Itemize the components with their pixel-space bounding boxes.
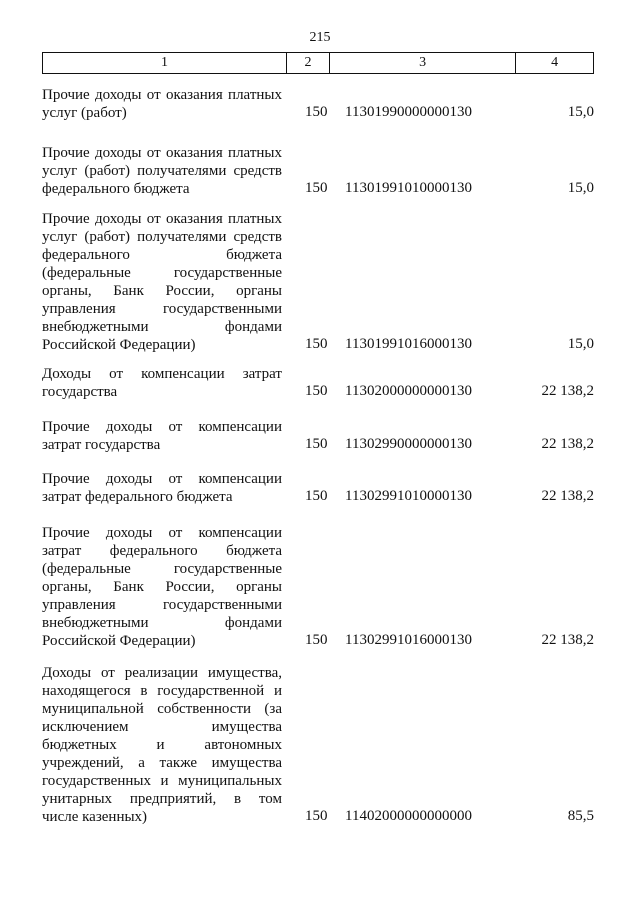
row-amount: 22 138,2 [541, 632, 594, 648]
row-admin-code: 150 [305, 632, 328, 648]
header-col-4: 4 [551, 55, 559, 70]
table-row [42, 86, 594, 122]
table-row [42, 365, 594, 401]
table-header [42, 52, 594, 74]
row-amount: 15,0 [567, 180, 594, 196]
row-description: Прочие доходы от компенсации затрат федерального бюджета [42, 471, 282, 505]
row-amount: 22 138,2 [541, 383, 594, 399]
row-description: Доходы от реализации имущества, находящегося в государственной и муниципальной собственности (за исключением имущества бюджетных и автономных учреждений, а также имущества государственных и муниципальных унитарных предприятий, в том числе казенных) [42, 665, 282, 825]
header-col-3: 3 [330, 53, 516, 73]
table-row [42, 470, 594, 506]
table-row [42, 418, 594, 454]
row-amount: 15,0 [567, 336, 594, 352]
row-description: Прочие доходы от компенсации затрат федерального бюджета (федеральные государственные органы, Банк России, органы управления государственными внебюджетными фондами Российской Федерации) [42, 525, 282, 649]
row-description: Прочие доходы от оказания платных услуг (работ) получателями средств федерального бюджета [42, 145, 282, 197]
row-budget-code: 11302991010000130 [345, 488, 472, 504]
table-row [42, 210, 594, 354]
row-admin-code: 150 [305, 436, 328, 452]
row-budget-code: 11301991016000130 [345, 336, 472, 352]
row-description: Доходы от компенсации затрат государства [42, 366, 282, 400]
row-description: Прочие доходы от компенсации затрат государства [42, 419, 282, 453]
row-budget-code: 11301991010000130 [345, 180, 472, 196]
table-row [42, 144, 594, 198]
header-col-1: 1 [43, 53, 287, 73]
row-admin-code: 150 [305, 383, 328, 399]
row-budget-code: 11301990000000130 [345, 104, 472, 120]
table-row [42, 524, 594, 650]
row-admin-code: 150 [305, 336, 328, 352]
row-description: Прочие доходы от оказания платных услуг (работ) [42, 87, 282, 121]
row-budget-code: 11402000000000000 [345, 808, 472, 824]
header-col-2: 2 [287, 53, 330, 73]
row-budget-code: 11302990000000130 [345, 436, 472, 452]
table-row [42, 664, 594, 826]
row-budget-code: 11302000000000130 [345, 383, 472, 399]
row-amount: 22 138,2 [541, 436, 594, 452]
row-description: Прочие доходы от оказания платных услуг (работ) получателями средств федерального бюджета (федеральные государственные органы, Банк России, органы управления государственными внебюджетными фондами Российской Федерации) [42, 211, 282, 353]
row-admin-code: 150 [305, 488, 328, 504]
row-amount: 85,5 [567, 808, 594, 824]
page-number: 215 [309, 30, 331, 45]
row-admin-code: 150 [305, 808, 328, 824]
row-amount: 22 138,2 [541, 488, 594, 504]
row-admin-code: 150 [305, 104, 328, 120]
row-amount: 15,0 [567, 104, 594, 120]
row-admin-code: 150 [305, 180, 328, 196]
row-budget-code: 11302991016000130 [345, 632, 472, 648]
